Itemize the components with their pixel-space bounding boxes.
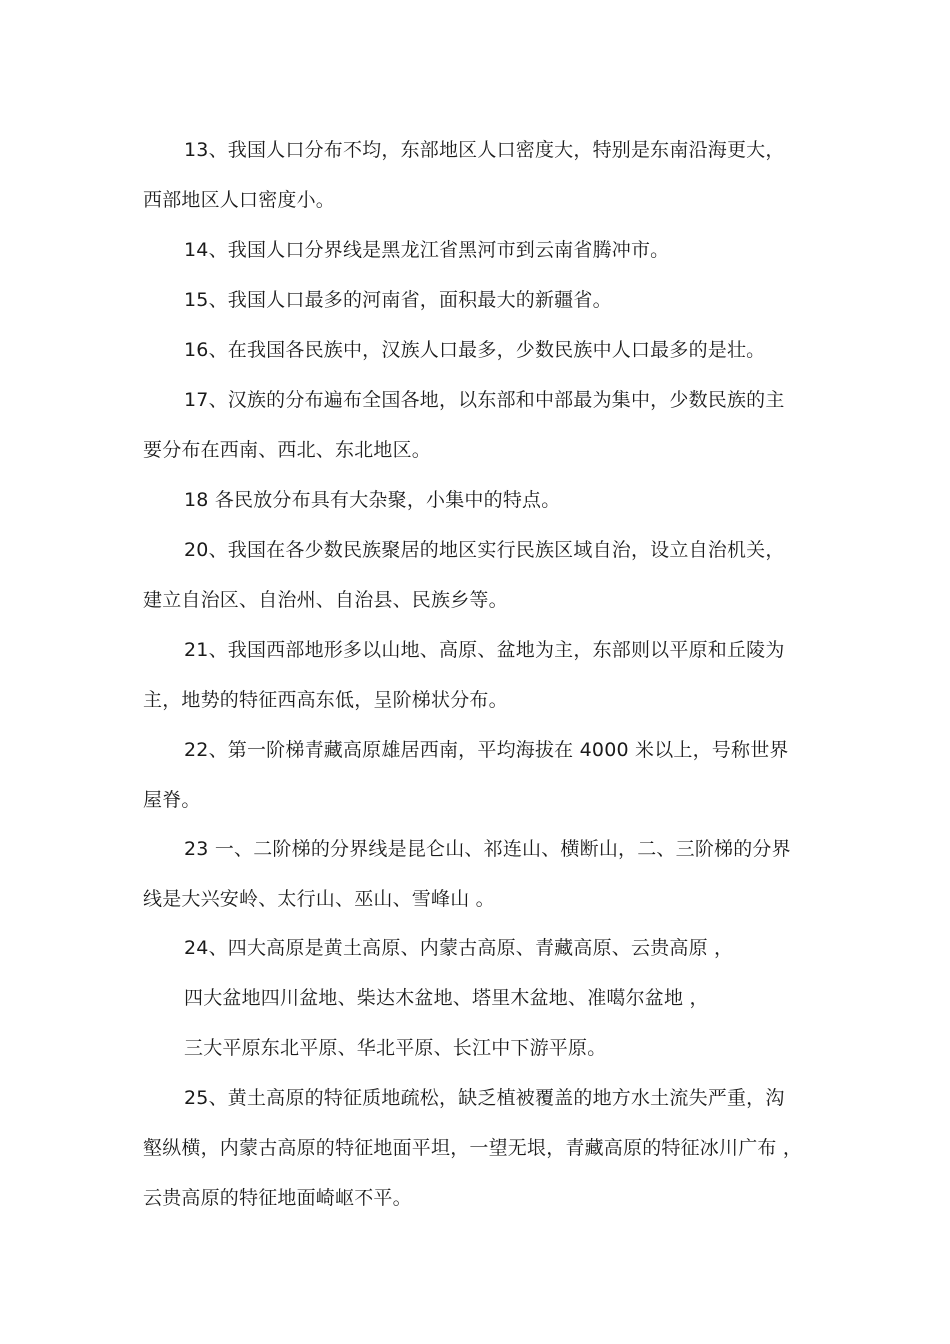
text-line: 20、我国在各少数民族聚居的地区实行民族区域自治，设立自治机关， (184, 539, 785, 561)
text-line: 21、我国西部地形多以山地、高原、盆地为主，东部则以平原和丘陵为 (184, 639, 785, 661)
text-line: 17、汉族的分布遍布全国各地，以东部和中部最为集中，少数民族的主 (184, 389, 785, 411)
text-line: 23 一、二阶梯的分界线是昆仑山、祁连山、横断山，二、三阶梯的分界 (184, 838, 791, 860)
text-line: 15、我国人口最多的河南省，面积最大的新疆省。 (184, 289, 612, 311)
text-line: 25、黄土高原的特征质地疏松，缺乏植被覆盖的地方水土流失严重，沟 (184, 1087, 785, 1109)
text-line: 云贵高原的特征地面崎岖不平。 (143, 1187, 412, 1209)
text-line: 14、我国人口分界线是黑龙江省黑河市到云南省腾冲市。 (184, 239, 670, 261)
text-line: 三大平原东北平原、华北平原、长江中下游平原。 (184, 1037, 607, 1059)
text-line: 西部地区人口密度小。 (143, 189, 336, 211)
text-line: 主，地势的特征西高东低，呈阶梯状分布。 (143, 689, 508, 711)
text-line: 四大盆地四川盆地、柴达木盆地、塔里木盆地、准噶尔盆地 ， (184, 987, 709, 1009)
text-line: 屋脊。 (143, 789, 201, 811)
text-line: 线是大兴安岭、太行山、巫山、雪峰山 。 (143, 888, 495, 910)
text-line: 要分布在西南、西北、东北地区。 (143, 439, 432, 461)
text-line: 24、四大高原是黄土高原、内蒙古高原、青藏高原、云贵高原 ， (184, 937, 734, 959)
text-line: 18 各民放分布具有大杂聚，小集中的特点。 (184, 489, 561, 511)
text-line: 13、我国人口分布不均，东部地区人口密度大，特别是东南沿海更大， (184, 139, 785, 161)
text-line: 壑纵横，内蒙古高原的特征地面平坦，一望无垠，青藏高原的特征冰川广布 ， (143, 1137, 803, 1159)
text-line: 16、在我国各民族中，汉族人口最多，少数民族中人口最多的是壮。 (184, 339, 766, 361)
text-line: 建立自治区、自治州、自治县、民族乡等。 (143, 589, 508, 611)
text-line: 22、第一阶梯青藏高原雄居西南，平均海拔在 4000 米以上，号称世界 (184, 739, 789, 761)
